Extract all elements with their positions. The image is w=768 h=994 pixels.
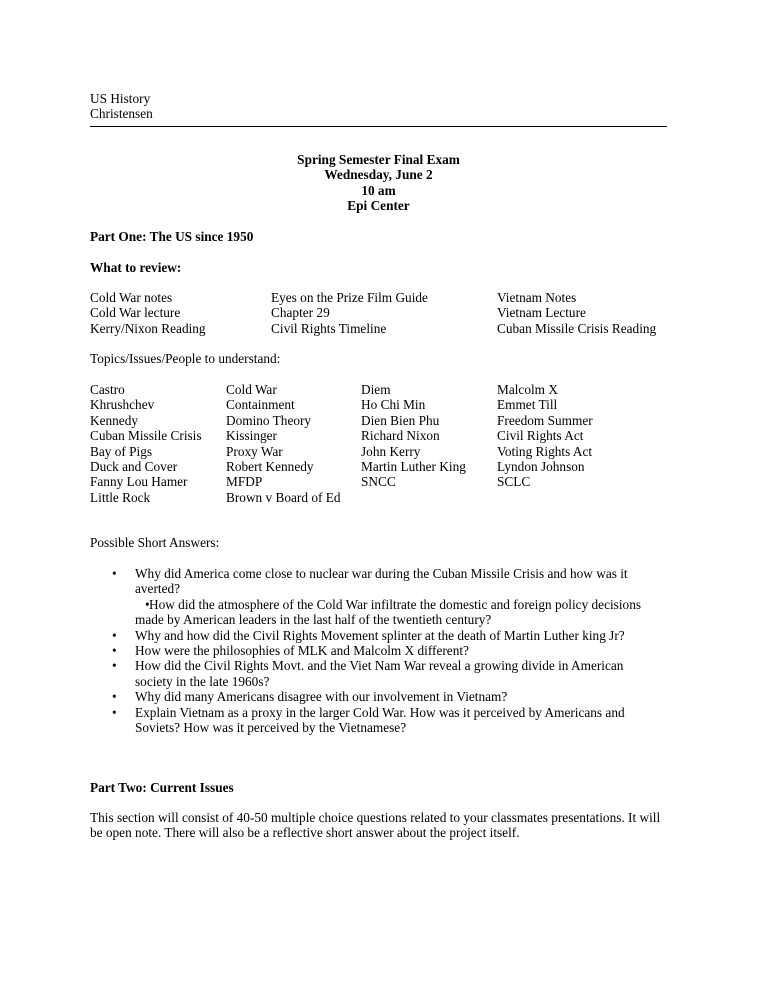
topics-column-2 xyxy=(226,382,340,505)
topic-item: Civil Rights Act xyxy=(497,428,584,444)
short-answer-list xyxy=(90,566,660,735)
question-item xyxy=(90,597,660,628)
topic-item: Freedom Summer xyxy=(497,412,593,428)
topic-item: Little Rock xyxy=(90,489,151,505)
question-item xyxy=(90,566,660,597)
header-divider xyxy=(90,126,667,127)
question-text: Why and how did the Civil Rights Movement splinter at the death of Martin Luther king Jr? xyxy=(135,627,625,643)
review-item: Kerry/Nixon Reading xyxy=(90,320,206,336)
review-item: Vietnam Notes xyxy=(497,290,577,305)
review-column-2 xyxy=(271,290,428,336)
question-text: How were the philosophies of MLK and Malcolm X different? xyxy=(135,643,469,659)
review-item: Eyes on the Prize Film Guide xyxy=(271,290,428,305)
topic-item: Cuban Missile Crisis xyxy=(90,428,202,444)
topic-item: Bay of Pigs xyxy=(90,443,153,459)
bullet-icon: • xyxy=(145,596,150,612)
bullet-icon: • xyxy=(112,689,117,705)
bullet-icon: • xyxy=(112,658,117,674)
topic-item: Emmet Till xyxy=(497,397,558,413)
topic-item: Dien Bien Phu xyxy=(361,412,440,428)
topic-item: Lyndon Johnson xyxy=(497,459,585,475)
topics-column-3 xyxy=(361,382,466,490)
topic-item: Cold War xyxy=(226,382,277,397)
topic-item: Duck and Cover xyxy=(90,459,178,475)
review-heading: What to review: xyxy=(90,260,182,275)
topic-item: Brown v Board of Ed xyxy=(226,489,341,505)
topics-heading: Topics/Issues/People to understand: xyxy=(90,351,281,366)
topic-item: Richard Nixon xyxy=(361,428,440,444)
question-text: Why did many Americans disagree with our involvement in Vietnam? xyxy=(135,689,508,705)
topics-column-1 xyxy=(90,382,202,505)
review-item: Civil Rights Timeline xyxy=(271,320,387,336)
question-item xyxy=(90,689,660,704)
topic-item: Ho Chi Min xyxy=(361,397,426,413)
topic-item: Kennedy xyxy=(90,412,138,428)
topic-item: Diem xyxy=(361,382,391,397)
topic-item: Voting Rights Act xyxy=(497,443,593,459)
question-text: How did the atmosphere of the Cold War infiltrate the domestic and foreign policy decisions made by American leaders in the last half of the twentieth century? xyxy=(135,596,642,628)
bullet-icon: • xyxy=(112,704,117,720)
topic-item: Malcolm X xyxy=(497,382,558,397)
teacher-name: Christensen xyxy=(90,106,153,121)
topic-item: Castro xyxy=(90,382,125,397)
part-two-description: This section will consist of 40-50 multiple choice questions related to your classmates presentations. It will be open note. There will also be a reflective short answer about the project itself. xyxy=(90,810,661,841)
question-item xyxy=(90,643,660,658)
exam-location: Epi Center xyxy=(347,198,410,213)
topic-item: Khrushchev xyxy=(90,397,155,413)
part-two-heading: Part Two: Current Issues xyxy=(90,780,234,795)
question-item xyxy=(90,705,660,736)
topic-item: SCLC xyxy=(497,474,531,490)
review-item: Cold War notes xyxy=(90,290,173,305)
topic-item: Proxy War xyxy=(226,443,283,459)
exam-title: Spring Semester Final Exam xyxy=(297,152,460,167)
review-column-1 xyxy=(90,290,206,336)
topic-item: Containment xyxy=(226,397,295,413)
part-one-heading: Part One: The US since 1950 xyxy=(90,229,254,244)
review-item: Vietnam Lecture xyxy=(497,305,586,321)
review-column-3 xyxy=(497,290,656,336)
short-answers-heading: Possible Short Answers: xyxy=(90,535,220,550)
exam-date: Wednesday, June 2 xyxy=(324,167,433,182)
bullet-icon: • xyxy=(112,627,117,643)
topic-item: Martin Luther King xyxy=(361,459,466,475)
bullet-icon: • xyxy=(112,566,117,581)
review-item: Cuban Missile Crisis Reading xyxy=(497,320,657,336)
course-name: US History xyxy=(90,91,151,106)
review-item: Chapter 29 xyxy=(271,305,330,321)
question-item xyxy=(90,628,660,643)
topics-column-4 xyxy=(497,382,593,490)
topic-item: MFDP xyxy=(226,474,263,490)
bullet-icon: • xyxy=(112,643,117,659)
question-text: Explain Vietnam as a proxy in the larger Cold War. How was it perceived by Americans and Soviets? How was it perceived by the Vietnamese? xyxy=(135,704,625,736)
topic-item: Robert Kennedy xyxy=(226,459,314,475)
topic-item: SNCC xyxy=(361,474,396,490)
topic-item: John Kerry xyxy=(361,443,421,459)
question-text: Why did America come close to nuclear war during the Cuban Missile Crisis and how was it averted? xyxy=(135,566,628,597)
exam-time: 10 am xyxy=(361,183,396,198)
topic-item: Kissinger xyxy=(226,428,277,444)
review-item: Cold War lecture xyxy=(90,305,181,321)
question-item xyxy=(90,658,660,689)
question-text: How did the Civil Rights Movt. and the Viet Nam War reveal a growing divide in American society in the late 1960s? xyxy=(135,658,624,689)
topic-item: Fanny Lou Hamer xyxy=(90,474,188,490)
topic-item: Domino Theory xyxy=(226,412,312,428)
